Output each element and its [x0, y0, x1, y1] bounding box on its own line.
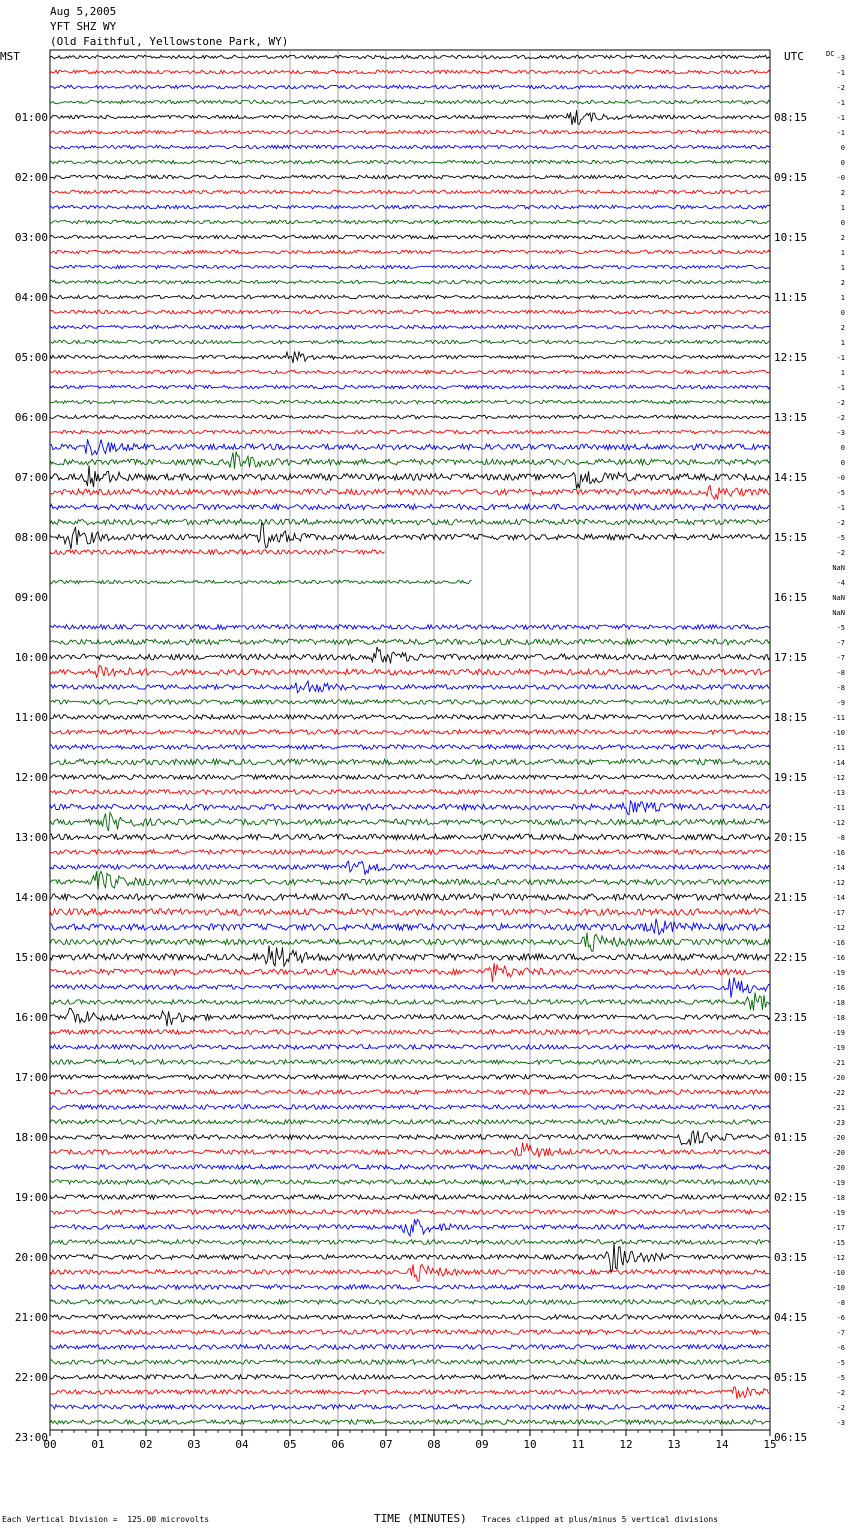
- trace-row: [50, 439, 770, 455]
- trace-row: [50, 1300, 770, 1305]
- dc-offset-label: -1: [836, 129, 845, 137]
- trace-row: [50, 1008, 770, 1026]
- trace-row: [50, 1330, 770, 1335]
- dc-offset-label: NaN: [832, 609, 845, 617]
- trace-row: [50, 1060, 770, 1065]
- dc-offset-label: -19: [832, 1029, 845, 1037]
- dc-offset-label: 1: [840, 249, 845, 257]
- trace-row: [50, 850, 770, 855]
- trace-row: [50, 504, 770, 510]
- dc-offset-label: -21: [832, 1104, 845, 1112]
- dc-offset-label: -2: [836, 1389, 845, 1397]
- dc-offset-label: -3: [836, 54, 845, 62]
- dc-offset-label: -19: [832, 1209, 845, 1217]
- trace-row: [50, 1105, 770, 1110]
- time-axis: [43, 1430, 776, 1451]
- location-label: (Old Faithful, Yellowstone Park, WY): [50, 35, 289, 48]
- trace-row: [50, 1360, 770, 1365]
- mst-hour-label: 13:00: [14, 831, 48, 844]
- right-timezone-label: UTC: [784, 50, 804, 63]
- trace-row: [50, 1210, 770, 1215]
- trace-row: [50, 351, 770, 363]
- x-tick-label: 06: [331, 1438, 345, 1451]
- dc-offset-label: -0: [836, 474, 845, 482]
- mst-hour-label: 07:00: [14, 471, 48, 484]
- dc-offset-label: -7: [836, 1329, 845, 1337]
- utc-hour-label: 01:15: [774, 1131, 808, 1144]
- dc-offset-label: -1: [836, 384, 845, 392]
- mst-hour-label: 06:00: [14, 411, 48, 424]
- trace-row: [50, 993, 770, 1011]
- dc-offset-label: -16: [832, 984, 845, 992]
- utc-hour-label: 03:15: [774, 1251, 808, 1264]
- trace-row: [50, 340, 770, 344]
- trace-row: [50, 1219, 770, 1236]
- dc-offset-label: -2: [836, 84, 845, 92]
- dc-offset-label: -8: [836, 684, 845, 692]
- trace-row: [50, 1090, 770, 1095]
- trace-row: [50, 1405, 770, 1410]
- utc-hour-label: 06:15: [774, 1431, 808, 1444]
- trace-row: [50, 325, 770, 329]
- trace-row: [50, 1285, 770, 1290]
- dc-offset-label: -1: [836, 354, 845, 362]
- dc-offset-label: -9: [836, 699, 845, 707]
- utc-hour-label: 14:15: [774, 471, 808, 484]
- trace-row: [50, 220, 770, 224]
- trace-row: [50, 295, 770, 299]
- utc-hour-label: 16:15: [774, 591, 808, 604]
- utc-hour-label: 23:15: [774, 1011, 808, 1024]
- mst-hour-label: 02:00: [14, 171, 48, 184]
- dc-offset-label: 0: [840, 144, 845, 152]
- dc-offset-label: -2: [836, 1404, 845, 1412]
- dc-offset-label: -17: [832, 909, 845, 917]
- x-tick-label: 11: [571, 1438, 585, 1451]
- dc-offset-label: -1: [836, 69, 845, 77]
- dc-offset-label: -19: [832, 969, 845, 977]
- trace-row: [50, 160, 770, 164]
- trace-row: [50, 715, 770, 720]
- trace-row: [50, 400, 770, 404]
- dc-offset-label: -20: [832, 1074, 845, 1082]
- dc-offset-label: -1: [836, 99, 845, 107]
- trace-row: [50, 700, 770, 705]
- trace-row: [50, 250, 770, 254]
- trace-row: [50, 759, 770, 765]
- dc-offset-labels: [832, 54, 845, 1427]
- trace-row: [50, 1030, 770, 1035]
- dc-offset-label: -5: [836, 1359, 845, 1367]
- dc-offset-label: -5: [836, 489, 845, 497]
- mst-hour-label: 10:00: [14, 651, 48, 664]
- mst-hour-label: 17:00: [14, 1071, 48, 1084]
- trace-row: [50, 235, 770, 239]
- trace-row: [50, 465, 770, 488]
- dc-offset-label: 2: [840, 189, 845, 197]
- dc-offset-label: -2: [836, 399, 845, 407]
- dc-offset-label: -12: [832, 879, 845, 887]
- trace-row: [50, 1375, 770, 1380]
- dc-offset-label: -5: [836, 624, 845, 632]
- trace-row: [50, 730, 770, 735]
- dc-offset-label: -5: [836, 534, 845, 542]
- x-tick-label: 15: [763, 1438, 777, 1451]
- dc-offset-label: -16: [832, 849, 845, 857]
- dc-offset-label: -11: [832, 804, 845, 812]
- dc-offset-label: 1: [840, 264, 845, 272]
- dc-offset-label: -5: [836, 1374, 845, 1382]
- trace-row: [50, 110, 770, 125]
- mst-hour-label: 14:00: [14, 891, 48, 904]
- x-tick-label: 02: [139, 1438, 153, 1451]
- dc-offset-label: -8: [836, 1299, 845, 1307]
- utc-hour-label: 10:15: [774, 231, 808, 244]
- utc-hour-label: 15:15: [774, 531, 808, 544]
- dc-offset-label: -3: [836, 429, 845, 437]
- mst-hour-label: 21:00: [14, 1311, 48, 1324]
- trace-row: [50, 1075, 770, 1080]
- trace-row: [50, 625, 770, 630]
- trace-row: [50, 1165, 770, 1170]
- trace-row: [50, 370, 770, 374]
- dc-offset-label: -20: [832, 1149, 845, 1157]
- trace-row: [50, 1264, 770, 1281]
- trace-row: [50, 70, 770, 74]
- trace-row: [50, 100, 770, 104]
- dc-offset-label: -12: [832, 924, 845, 932]
- dc-offset-label: NaN: [832, 594, 845, 602]
- mst-hour-label: 04:00: [14, 291, 48, 304]
- dc-offset-header: DC: [826, 50, 835, 58]
- dc-offset-label: -16: [832, 954, 845, 962]
- utc-hour-label: 13:15: [774, 411, 808, 424]
- dc-offset-label: -4: [836, 579, 845, 587]
- mst-hour-label: 22:00: [14, 1371, 48, 1384]
- dc-offset-label: -13: [832, 789, 845, 797]
- utc-hour-label: 11:15: [774, 291, 808, 304]
- scale-note: Each Vertical Division = 125.00 microvolts: [2, 1515, 210, 1524]
- dc-offset-label: 1: [840, 204, 845, 212]
- utc-hour-label: 09:15: [774, 171, 808, 184]
- dc-offset-label: -11: [832, 714, 845, 722]
- trace-row: [50, 801, 770, 815]
- trace-row: [50, 430, 770, 434]
- trace-row: [50, 452, 770, 469]
- utc-hour-label: 22:15: [774, 951, 808, 964]
- trace-row: [50, 1120, 770, 1125]
- dc-offset-label: -2: [836, 414, 845, 422]
- dc-offset-label: -11: [832, 744, 845, 752]
- trace-row: [50, 205, 770, 209]
- dc-offset-label: -12: [832, 1254, 845, 1262]
- dc-offset-label: -10: [832, 1269, 845, 1277]
- trace-row: [50, 812, 770, 831]
- mst-hour-label: 08:00: [14, 531, 48, 544]
- trace-row: [50, 647, 770, 664]
- dc-offset-label: -10: [832, 729, 845, 737]
- trace-row: [50, 280, 770, 284]
- dc-offset-label: 2: [840, 279, 845, 287]
- dc-offset-label: -20: [832, 1164, 845, 1172]
- date-label: Aug 5,2005: [50, 5, 117, 18]
- dc-offset-label: -12: [832, 819, 845, 827]
- dc-offset-label: 0: [840, 309, 845, 317]
- trace-row: [50, 385, 770, 389]
- dc-offset-label: NaN: [832, 564, 845, 572]
- mst-hour-label: 15:00: [14, 951, 48, 964]
- trace-row: [50, 1243, 770, 1273]
- trace-row: [50, 963, 770, 982]
- trace-row: [50, 933, 770, 952]
- dc-offset-label: -18: [832, 1194, 845, 1202]
- dc-offset-label: -1: [836, 114, 845, 122]
- trace-row: [50, 1420, 770, 1425]
- dc-offset-label: -21: [832, 1059, 845, 1067]
- dc-offset-label: -12: [832, 774, 845, 782]
- trace-row: [50, 1045, 770, 1050]
- clip-note: Traces clipped at plus/minus 5 vertical divisions: [482, 1515, 719, 1524]
- x-tick-label: 14: [715, 1438, 729, 1451]
- dc-offset-label: -15: [832, 1239, 845, 1247]
- trace-row: [50, 486, 770, 500]
- dc-offset-label: 0: [840, 219, 845, 227]
- x-tick-label: 07: [379, 1438, 393, 1451]
- dc-offset-label: -8: [836, 834, 845, 842]
- trace-row: [50, 550, 385, 555]
- dc-offset-label: -20: [832, 1134, 845, 1142]
- trace-row: [50, 639, 770, 645]
- mst-hour-label: 11:00: [14, 711, 48, 724]
- mst-hour-labels: [15, 111, 48, 1444]
- x-tick-label: 09: [475, 1438, 489, 1451]
- trace-row: [50, 946, 770, 967]
- trace-row: [50, 1131, 770, 1146]
- trace-row: [50, 519, 770, 525]
- trace-row: [50, 1240, 770, 1245]
- trace-row: [50, 580, 472, 584]
- x-tick-label: 03: [187, 1438, 201, 1451]
- mst-hour-label: 01:00: [14, 111, 48, 124]
- mst-hour-label: 23:00: [14, 1431, 48, 1444]
- minute-gridlines: [50, 50, 770, 1430]
- utc-hour-label: 08:15: [774, 111, 808, 124]
- utc-hour-label: 21:15: [774, 891, 808, 904]
- trace-row: [50, 894, 770, 900]
- utc-hour-label: 04:15: [774, 1311, 808, 1324]
- mst-hour-label: 18:00: [14, 1131, 48, 1144]
- dc-offset-label: 1: [840, 369, 845, 377]
- trace-row: [50, 871, 770, 889]
- dc-offset-label: -16: [832, 939, 845, 947]
- trace-row: [50, 1180, 770, 1185]
- dc-offset-label: -17: [832, 1224, 845, 1232]
- seismic-traces: [50, 55, 770, 1424]
- dc-offset-label: -2: [836, 549, 845, 557]
- trace-row: [50, 790, 770, 795]
- trace-row: [50, 775, 770, 780]
- x-tick-label: 10: [523, 1438, 537, 1451]
- dc-offset-label: -19: [832, 1179, 845, 1187]
- x-tick-label: 01: [91, 1438, 105, 1451]
- trace-row: [50, 130, 770, 134]
- left-timezone-label: MST: [0, 50, 20, 63]
- utc-hour-label: 00:15: [774, 1071, 808, 1084]
- utc-hour-label: 12:15: [774, 351, 808, 364]
- dc-offset-label: 0: [840, 159, 845, 167]
- dc-offset-label: 2: [840, 234, 845, 242]
- dc-offset-label: -3: [836, 1419, 845, 1427]
- dc-offset-label: -14: [832, 894, 845, 902]
- trace-row: [50, 415, 770, 419]
- trace-row: [50, 1345, 770, 1350]
- dc-offset-label: -8: [836, 669, 845, 677]
- trace-row: [50, 745, 770, 750]
- trace-row: [50, 190, 770, 194]
- trace-row: [50, 265, 770, 269]
- dc-offset-label: -6: [836, 1314, 845, 1322]
- mst-hour-label: 12:00: [14, 771, 48, 784]
- trace-row: [50, 523, 770, 549]
- x-tick-label: 04: [235, 1438, 249, 1451]
- dc-offset-label: 1: [840, 294, 845, 302]
- dc-offset-label: -14: [832, 759, 845, 767]
- utc-hour-labels: [774, 111, 807, 1444]
- dc-offset-label: -18: [832, 1014, 845, 1022]
- mst-hour-label: 19:00: [14, 1191, 48, 1204]
- station-label: YFT SHZ WY: [50, 20, 117, 33]
- x-tick-label: 12: [619, 1438, 633, 1451]
- mst-hour-label: 05:00: [14, 351, 48, 364]
- dc-offset-label: -6: [836, 1344, 845, 1352]
- dc-offset-label: 0: [840, 444, 845, 452]
- plot-frame: [50, 50, 770, 1430]
- dc-offset-label: -23: [832, 1119, 845, 1127]
- trace-row: [50, 1387, 770, 1399]
- x-tick-label: 00: [43, 1438, 57, 1451]
- trace-row: [50, 85, 770, 89]
- trace-row: [50, 681, 770, 693]
- dc-offset-label: 1: [840, 339, 845, 347]
- trace-row: [50, 1195, 770, 1200]
- dc-offset-label: 0: [840, 459, 845, 467]
- dc-offset-label: -7: [836, 654, 845, 662]
- trace-row: [50, 55, 770, 59]
- dc-offset-label: -1: [836, 504, 845, 512]
- trace-row: [50, 861, 770, 875]
- trace-row: [50, 310, 770, 314]
- utc-hour-label: 05:15: [774, 1371, 808, 1384]
- x-tick-label: 08: [427, 1438, 441, 1451]
- dc-offset-label: -22: [832, 1089, 845, 1097]
- dc-offset-label: -10: [832, 1284, 845, 1292]
- utc-hour-label: 18:15: [774, 711, 808, 724]
- dc-offset-label: 2: [840, 324, 845, 332]
- mst-hour-label: 20:00: [14, 1251, 48, 1264]
- trace-row: [50, 919, 770, 935]
- trace-row: [50, 666, 770, 678]
- utc-hour-label: 20:15: [774, 831, 808, 844]
- utc-hour-label: 19:15: [774, 771, 808, 784]
- mst-hour-label: 03:00: [14, 231, 48, 244]
- dc-offset-label: -19: [832, 1044, 845, 1052]
- trace-row: [50, 909, 770, 915]
- dc-offset-label: -0: [836, 174, 845, 182]
- mst-hour-label: 16:00: [14, 1011, 48, 1024]
- trace-row: [50, 1143, 770, 1158]
- x-axis-title: TIME (MINUTES): [374, 1512, 467, 1525]
- dc-offset-label: -2: [836, 519, 845, 527]
- utc-hour-label: 02:15: [774, 1191, 808, 1204]
- x-tick-label: 05: [283, 1438, 297, 1451]
- x-tick-label: 13: [667, 1438, 681, 1451]
- trace-row: [50, 175, 770, 179]
- mst-hour-label: 09:00: [14, 591, 48, 604]
- dc-offset-label: -7: [836, 639, 845, 647]
- trace-row: [50, 1315, 770, 1320]
- trace-row: [50, 834, 770, 840]
- trace-row: [50, 977, 770, 997]
- dc-offset-label: -18: [832, 999, 845, 1007]
- trace-row: [50, 145, 770, 149]
- dc-offset-label: -14: [832, 864, 845, 872]
- utc-hour-label: 17:15: [774, 651, 808, 664]
